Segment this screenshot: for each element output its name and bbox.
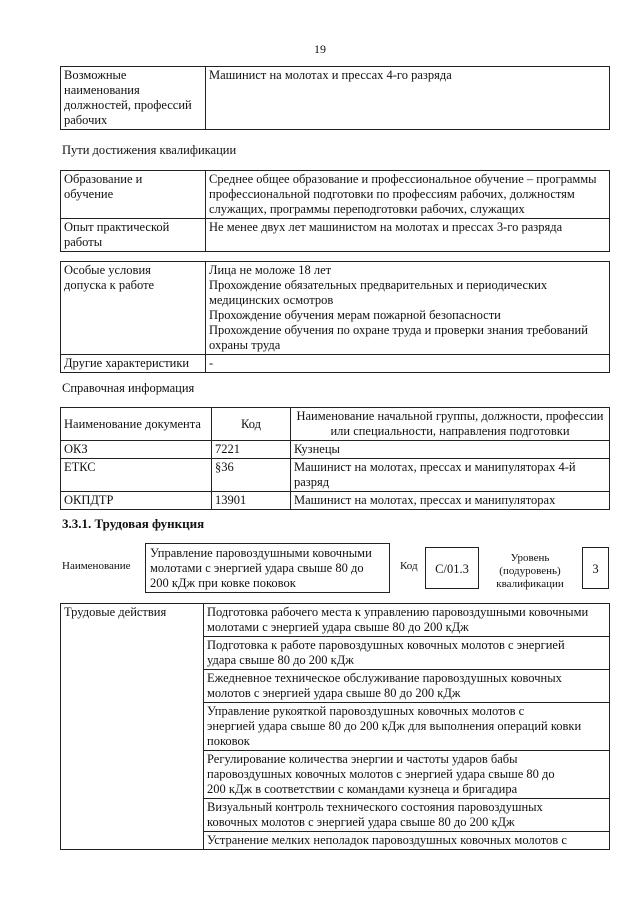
action-line: Подготовка рабочего места к управлению паровоздушными ковочными (207, 605, 589, 619)
action-line: Регулирование количества энергии и частоты ударов бабы (207, 752, 518, 766)
level-label (485, 552, 575, 591)
table-row (61, 492, 610, 510)
action-line: Управление рукояткой паровоздушных ковочных молотов с (207, 704, 525, 718)
action-line: Подготовка к работе паровоздушных ковочных молотов с энергией (207, 638, 565, 652)
label-line: Особые условия (64, 263, 151, 277)
doc-cell: ОКПДТР (61, 492, 212, 510)
action-line: Визуальный контроль технического состояния паровоздушных (207, 800, 543, 814)
positions-value: Машинист на молотах и прессах 4-го разряда (206, 67, 610, 130)
positions-label (61, 67, 206, 130)
label-line: должностей, профессий (64, 98, 192, 112)
value-line: Прохождение обязательных предварительных и периодических (209, 278, 548, 292)
value-line: Прохождение обучения мерам пожарной безопасности (209, 308, 501, 322)
label-line: наименования (64, 83, 140, 97)
name-label: Наименование (62, 560, 131, 572)
value-line: Прохождение обучения по охране труда и проверки знания требований (209, 323, 588, 337)
action-line: энергией удара свыше 80 до 200 кДж для выполнения операций ковки (207, 719, 582, 733)
reference-heading: Справочная информация (62, 381, 195, 395)
action-item (204, 604, 610, 637)
code-cell: 7221 (212, 441, 291, 459)
reference-table (60, 407, 610, 510)
value-line: - (209, 356, 214, 370)
table-row (61, 355, 610, 373)
level-value-box: 3 (582, 547, 609, 589)
other-label (61, 355, 206, 373)
table-header-row (61, 408, 610, 441)
value-line: Среднее общее образование и профессиональное обучение – программы (209, 172, 597, 186)
action-item (204, 799, 610, 832)
labor-actions-label: Трудовые действия (61, 604, 204, 850)
education-label (61, 171, 206, 219)
action-line: молотами с энергией удара свыше 80 до 200 кДж (207, 620, 469, 634)
header-line: Наименование начальной группы, должности, профессии (296, 409, 604, 423)
name-line: молотами с энергией удара свыше 80 до (150, 561, 364, 575)
action-item (204, 637, 610, 670)
label-line: допуска к работе (64, 278, 155, 292)
table-row (61, 219, 610, 252)
action-line: удара свыше 80 до 200 кДж (207, 653, 354, 667)
doc-cell: ЕТКС (61, 459, 212, 492)
value-line: охраны труда (209, 338, 281, 352)
value-line: Не менее двух лет машинистом на молотах и прессах 3-го разряда (209, 220, 563, 234)
value-line: Лица не моложе 18 лет (209, 263, 332, 277)
possible-positions-table (60, 66, 610, 130)
label-line: Возможные (64, 68, 127, 82)
qualification-paths-heading: Пути достижения квалификации (62, 143, 237, 157)
action-line: Ежедневное техническое обслуживание паровоздушных ковочных (207, 671, 562, 685)
label-line: Образование и (64, 172, 143, 186)
conditions-label (61, 262, 206, 355)
labor-actions-table (60, 603, 610, 850)
table-row (61, 459, 610, 492)
column-header: Код (212, 408, 291, 441)
name-line: Машинист на молотах, прессах и манипуляторах 4-й (294, 460, 576, 474)
column-header (291, 408, 610, 441)
function-name-box (145, 543, 390, 593)
action-line: поковок (207, 734, 250, 748)
action-line: ковочных молотов с энергией удара свыше 80 до 200 кДж (207, 815, 515, 829)
name-line: 200 кДж при ковке поковок (150, 576, 296, 590)
label-line: работы (64, 235, 103, 249)
value-line: профессиональной подготовки по профессиям рабочих, должностям (209, 187, 575, 201)
experience-value (206, 219, 610, 252)
action-item (204, 670, 610, 703)
action-item (204, 832, 610, 850)
label-line: обучение (64, 187, 114, 201)
special-conditions-table (60, 261, 610, 373)
action-item (204, 751, 610, 799)
value-line: служащих, программы переподготовки рабочих, служащих (209, 202, 525, 216)
label-line: Другие характеристики (64, 356, 190, 370)
doc-cell: ОКЗ (61, 441, 212, 459)
column-header: Наименование документа (61, 408, 212, 441)
action-line: 200 кДж в соответствии с командами кузнеца и бригадира (207, 782, 518, 796)
education-value (206, 171, 610, 219)
label-line: Опыт практической (64, 220, 170, 234)
name-line: Кузнецы (294, 442, 340, 456)
table-row (61, 262, 610, 355)
level-label-line: квалификации (496, 578, 564, 590)
table-row (61, 441, 610, 459)
table-row (61, 171, 610, 219)
code-cell: 13901 (212, 492, 291, 510)
name-line: Машинист на молотах, прессах и манипуляторах (294, 493, 556, 507)
code-cell: §36 (212, 459, 291, 492)
action-line: паровоздушных ковочных молотов с энергией удара свыше 80 до (207, 767, 555, 781)
experience-label (61, 219, 206, 252)
name-cell (291, 492, 610, 510)
header-line: или специальности, направления подготовки (330, 424, 570, 438)
label-line: рабочих (64, 113, 108, 127)
table-row (61, 604, 610, 637)
level-label-line: Уровень (510, 552, 550, 564)
name-line: разряд (294, 475, 330, 489)
code-value-box: C/01.3 (425, 547, 479, 589)
action-line: Устранение мелких неполадок паровоздушных ковочных молотов с (207, 833, 567, 847)
table-row (61, 67, 610, 130)
labor-function-heading: 3.3.1. Трудовая функция (62, 516, 205, 531)
level-label-line: (подуровень) (499, 565, 561, 577)
action-item (204, 703, 610, 751)
name-line: Управление паровоздушными ковочными (150, 546, 372, 560)
other-value (206, 355, 610, 373)
page-number: 19 (314, 42, 326, 56)
action-line: молотов с энергией удара свыше 80 до 200 кДж (207, 686, 461, 700)
name-cell (291, 441, 610, 459)
qualification-paths-table (60, 170, 610, 252)
value-line: медицинских осмотров (209, 293, 334, 307)
conditions-value (206, 262, 610, 355)
name-cell (291, 459, 610, 492)
code-label: Код (400, 560, 418, 572)
